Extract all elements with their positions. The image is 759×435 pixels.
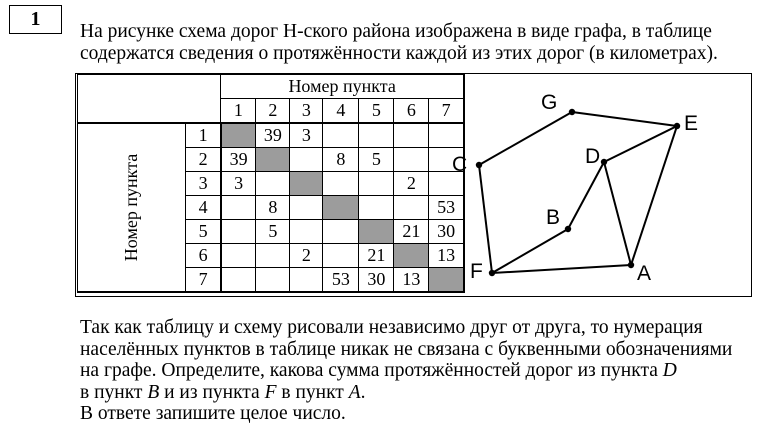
distance-cell: 8	[256, 196, 290, 220]
distance-cell: 30	[359, 268, 394, 293]
column-number: 3	[290, 99, 323, 124]
point-letter: F	[264, 381, 277, 403]
node-label-G: G	[541, 91, 558, 114]
intro-line: На рисунке схема дорог Н-ского района изображена в виде графа, в таблице	[80, 21, 712, 42]
row-number: 4	[186, 196, 221, 220]
distance-cell	[323, 220, 359, 244]
table-corner	[78, 75, 221, 124]
question-text: в пункт	[276, 381, 349, 403]
edge-C-G	[479, 112, 572, 165]
node-label-F: F	[470, 260, 483, 283]
row-number: 5	[186, 220, 221, 244]
distance-cell: 30	[429, 220, 464, 244]
distance-cell: 53	[323, 268, 359, 293]
point-letter: D	[662, 360, 677, 381]
edge-E-A	[631, 126, 677, 265]
diagonal-cell	[256, 148, 290, 172]
edge-C-F	[479, 165, 492, 273]
table-row	[78, 123, 464, 148]
distance-cell: 5	[359, 148, 394, 172]
distance-cell	[290, 148, 323, 172]
distance-cell	[221, 268, 256, 293]
road-graph	[410, 75, 750, 295]
column-number: 7	[429, 99, 464, 124]
edge-D-A	[604, 162, 631, 265]
distance-cell: 2	[290, 244, 323, 268]
row-number: 2	[186, 148, 221, 172]
column-number: 6	[394, 99, 429, 124]
node-G	[569, 109, 575, 115]
distance-cell: 3	[290, 123, 323, 148]
distance-cell	[359, 196, 394, 220]
distance-cell	[221, 244, 256, 268]
distance-cell: 53	[429, 196, 464, 220]
distance-cell: 13	[429, 244, 464, 268]
distance-cell	[221, 220, 256, 244]
distance-cell	[290, 196, 323, 220]
diagonal-cell	[221, 123, 256, 148]
task-question	[80, 317, 732, 425]
distance-cell	[256, 172, 290, 196]
distance-cell: 3	[221, 172, 256, 196]
node-label-B: B	[546, 206, 561, 229]
intro-line: содержатся сведения о протяжённости каждой из этих дорог (в километрах).	[80, 42, 718, 64]
question-text: населённых пунктов в таблице никак не связана с буквенными обозначениями	[80, 338, 733, 360]
row-header-cell	[78, 123, 186, 292]
question-text: .	[360, 381, 366, 403]
distance-table	[77, 74, 468, 293]
point-letter: B	[147, 381, 160, 403]
distance-cell: 8	[323, 148, 359, 172]
edge-B-F	[492, 229, 568, 273]
distance-cell: 21	[359, 244, 394, 268]
node-D	[601, 159, 607, 165]
node-label-D: D	[585, 145, 601, 168]
distance-cell	[323, 244, 359, 268]
distance-cell	[290, 220, 323, 244]
column-header-title: Номер пункта	[221, 75, 464, 99]
question-text: на графе. Определите, какова сумма протяжённостей дорог из пункта	[80, 360, 663, 381]
edge-D-B	[568, 162, 604, 229]
distance-cell: 13	[394, 268, 429, 293]
distance-cell	[359, 123, 394, 148]
distance-cell	[359, 172, 394, 196]
diagonal-cell	[290, 172, 323, 196]
diagonal-cell	[323, 196, 359, 220]
edge-G-E	[572, 112, 677, 126]
distance-cell	[323, 123, 359, 148]
column-number: 4	[323, 99, 359, 124]
column-number: 2	[256, 99, 290, 124]
task-intro	[80, 21, 718, 64]
distance-cell	[290, 268, 323, 293]
node-F	[489, 270, 495, 276]
question-text: и из пункта	[159, 381, 265, 403]
question-text: в пункт	[80, 381, 148, 403]
point-letter: A	[348, 381, 361, 403]
distance-cell	[256, 244, 290, 268]
row-number: 7	[186, 268, 221, 293]
distance-cell: 39	[221, 148, 256, 172]
column-number: 1	[221, 99, 256, 124]
node-A	[628, 262, 634, 268]
node-label-A: A	[637, 262, 652, 285]
distance-cell	[323, 172, 359, 196]
distance-cell	[256, 268, 290, 293]
node-E	[674, 123, 680, 129]
distance-cell	[221, 196, 256, 220]
row-number: 6	[186, 244, 221, 268]
question-text: В ответе запишите целое число.	[80, 403, 346, 424]
column-number: 5	[359, 99, 394, 124]
edge-F-A	[492, 265, 631, 273]
node-B	[565, 226, 571, 232]
distance-cell: 21	[394, 220, 429, 244]
distance-cell: 5	[256, 220, 290, 244]
row-number: 1	[186, 123, 221, 148]
question-text: Так как таблицу и схему рисовали независимо друг от друга, то нумерация	[80, 317, 703, 338]
distance-cell: 39	[256, 123, 290, 148]
node-label-E: E	[684, 112, 699, 135]
distance-cell: 2	[394, 172, 429, 196]
row-header-title: Номер пункта	[121, 153, 142, 262]
diagonal-cell	[359, 220, 394, 244]
row-number: 3	[186, 172, 221, 196]
task-number: 1	[9, 5, 62, 34]
node-C	[476, 162, 482, 168]
node-label-C: C	[452, 153, 468, 176]
